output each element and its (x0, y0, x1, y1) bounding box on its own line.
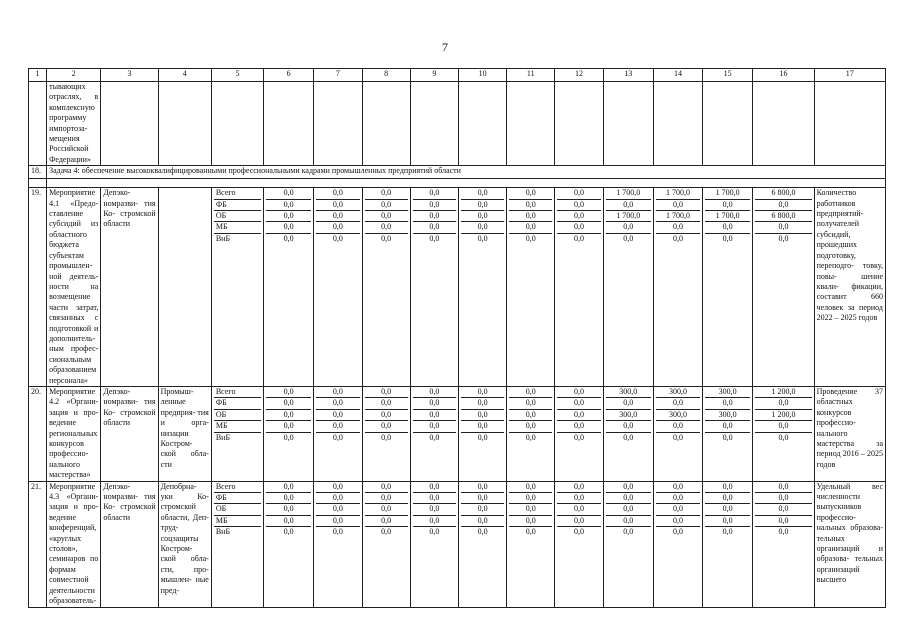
expected-result: Проведение 37 областных конкурсов профессио- нального мастерства за период 2016 – 2025 годов (814, 386, 885, 481)
value-cell: 0,0 (705, 421, 750, 432)
value-column (555, 481, 603, 607)
value-cell: 0,0 (381, 233, 392, 243)
value-cell: 0,0 (606, 493, 651, 504)
value-cell: 0,0 (461, 421, 504, 432)
value-cell: 0,0 (574, 432, 584, 442)
value-cell: 0,0 (365, 387, 408, 398)
value-cell: 0,0 (606, 504, 651, 515)
funding-sources (211, 386, 263, 481)
measure-row-row21 (29, 481, 886, 607)
value-cell: 0,0 (365, 421, 408, 432)
value-cell: 0,0 (606, 515, 651, 526)
value-cell: 0,0 (477, 432, 488, 442)
measure-row-row20 (29, 386, 886, 481)
value-cell: 0,0 (557, 409, 600, 420)
value-cell: 0,0 (461, 482, 504, 493)
row-number: 20. (29, 386, 47, 481)
value-cell: 0,0 (525, 233, 536, 243)
value-cell: 0,0 (365, 515, 408, 526)
value-column (458, 481, 506, 607)
funding-source: ОБ (214, 504, 261, 515)
value-cell: 0,0 (266, 199, 311, 210)
column-header-2: 2 (47, 69, 101, 82)
value-column (314, 481, 362, 607)
value-cell: 0,0 (461, 188, 504, 199)
funding-sources (211, 188, 263, 387)
value-cell: 0,0 (266, 409, 311, 420)
value-cell: 0,0 (623, 432, 634, 442)
value-cell: 0,0 (525, 432, 536, 442)
expected-result: Количество работников предприятий- получателей субсидий, прошедших подготовку, переподго- товку, повы- шение квали- фикации, составит 660 человек за период 2022 – 2025 годов (814, 188, 885, 387)
value-cell: 0,0 (316, 421, 359, 432)
funding-source: МБ (214, 421, 261, 432)
value-cell: 0,0 (557, 387, 600, 398)
value-cell: 0,0 (705, 515, 750, 526)
value-cell: 0,0 (477, 233, 488, 243)
value-cell: 0,0 (365, 199, 408, 210)
value-cell: 0,0 (429, 233, 440, 243)
value-cell: 0,0 (381, 527, 392, 537)
value-cell: 0,0 (606, 199, 651, 210)
row-number: 19. (29, 188, 47, 387)
value-cell: 0,0 (413, 493, 456, 504)
executor: Депэко- номразви- тия Ко- стромской области (101, 481, 158, 607)
value-cell: 0,0 (332, 527, 343, 537)
value-column (264, 188, 314, 387)
header-row (29, 69, 886, 82)
value-column (603, 481, 653, 607)
value-cell: 0,0 (606, 398, 651, 409)
value-column (703, 481, 753, 607)
value-cell: 0,0 (672, 527, 683, 537)
value-cell: 0,0 (413, 398, 456, 409)
column-header-16: 16 (753, 69, 814, 82)
column-header-14: 14 (653, 69, 702, 82)
value-cell: 0,0 (557, 421, 600, 432)
funding-source: ВнБ (215, 432, 231, 442)
value-cell: 0,0 (509, 482, 552, 493)
value-cell: 0,0 (509, 211, 552, 222)
value-column (458, 386, 506, 481)
value-cell: 0,0 (656, 493, 700, 504)
value-cell: 0,0 (461, 409, 504, 420)
value-cell: 6 800,0 (755, 188, 811, 199)
value-cell: 0,0 (778, 233, 789, 243)
task-title: Задача 4: обеспечение высококвалифицированными профессиональными кадрами промышленных предприятий области (47, 166, 886, 179)
value-cell: 0,0 (509, 398, 552, 409)
value-cell: 0,0 (672, 432, 683, 442)
value-column-total (753, 188, 814, 387)
funding-source: ФБ (214, 398, 261, 409)
funding-source: МБ (214, 515, 261, 526)
value-cell: 0,0 (365, 409, 408, 420)
value-cell: 0,0 (656, 222, 700, 233)
value-cell: 0,0 (509, 188, 552, 199)
column-header-11: 11 (507, 69, 555, 82)
value-cell: 0,0 (606, 482, 651, 493)
continuation-text: тывающих отраслях, в комплексную программу импортоза- мещения Российской Федерации» (47, 82, 101, 166)
value-cell: 0,0 (413, 188, 456, 199)
value-cell: 0,0 (574, 527, 584, 537)
value-cell: 0,0 (755, 199, 811, 210)
funding-source: ФБ (214, 199, 261, 210)
value-cell: 300,0 (606, 387, 651, 398)
value-cell: 0,0 (266, 387, 311, 398)
value-cell: 0,0 (509, 515, 552, 526)
value-cell: 0,0 (413, 421, 456, 432)
value-cell: 0,0 (266, 211, 311, 222)
value-cell: 0,0 (656, 515, 700, 526)
column-header-8: 8 (362, 69, 410, 82)
value-cell: 300,0 (656, 387, 700, 398)
value-cell: 0,0 (461, 515, 504, 526)
value-cell: 0,0 (266, 493, 311, 504)
value-cell: 1 700,0 (705, 211, 750, 222)
participant: Депобрна- уки Ко- стромской области, Деп- труд- соцзащиты Костром- ской обла- сти, про- мышлен- ные пред- (158, 481, 211, 607)
value-cell: 0,0 (413, 482, 456, 493)
column-header-13: 13 (603, 69, 653, 82)
task-row (29, 166, 886, 179)
value-cell: 0,0 (509, 421, 552, 432)
page-number: 7 (442, 40, 448, 54)
value-column (555, 188, 603, 387)
value-cell: 0,0 (266, 515, 311, 526)
value-cell: 0,0 (365, 398, 408, 409)
value-cell: 1 700,0 (656, 211, 700, 222)
expected-result: Удельный вес численности выпускников профессио- нальных образова- тельных организаций и образова- тельных организаций высшего (814, 481, 885, 607)
value-cell: 0,0 (656, 504, 700, 515)
column-header-6: 6 (264, 69, 314, 82)
value-cell: 0,0 (316, 387, 359, 398)
value-cell: 0,0 (557, 222, 600, 233)
value-cell: 0,0 (266, 222, 311, 233)
value-column (603, 386, 653, 481)
value-column (314, 188, 362, 387)
value-cell: 0,0 (365, 482, 408, 493)
value-column (507, 188, 555, 387)
funding-source: Всего (214, 387, 261, 398)
column-header-5: 5 (211, 69, 263, 82)
value-cell: 0,0 (266, 482, 311, 493)
value-column (264, 386, 314, 481)
value-column (703, 386, 753, 481)
value-cell: 300,0 (606, 409, 651, 420)
funding-sources (211, 481, 263, 607)
value-cell: 0,0 (623, 233, 634, 243)
value-cell: 0,0 (656, 482, 700, 493)
value-cell: 0,0 (316, 211, 359, 222)
value-cell: 0,0 (755, 493, 811, 504)
value-cell: 0,0 (656, 421, 700, 432)
value-cell: 0,0 (461, 398, 504, 409)
value-cell: 0,0 (316, 515, 359, 526)
value-cell: 0,0 (461, 199, 504, 210)
value-cell: 0,0 (429, 432, 440, 442)
value-column (410, 188, 458, 387)
column-header-10: 10 (458, 69, 506, 82)
value-cell: 0,0 (778, 527, 789, 537)
value-cell: 0,0 (705, 504, 750, 515)
value-cell: 0,0 (656, 398, 700, 409)
funding-source: Всего (214, 482, 261, 493)
value-cell: 0,0 (266, 504, 311, 515)
value-cell: 0,0 (722, 233, 733, 243)
value-cell: 0,0 (557, 493, 600, 504)
value-column (507, 386, 555, 481)
value-cell: 0,0 (283, 233, 294, 243)
column-header-7: 7 (314, 69, 362, 82)
value-cell: 0,0 (413, 504, 456, 515)
value-cell: 0,0 (623, 527, 634, 537)
value-cell: 0,0 (316, 409, 359, 420)
value-cell: 0,0 (365, 504, 408, 515)
value-column-total (753, 481, 814, 607)
column-header-3: 3 (101, 69, 158, 82)
value-column (314, 386, 362, 481)
value-cell: 0,0 (557, 211, 600, 222)
value-column (458, 188, 506, 387)
value-cell: 0,0 (365, 493, 408, 504)
measure-name: Мероприятие 4.3 «Органи- зация и про- ведение конференций, «круглых столов», семинаров по формам совместной деятельности образователь- (47, 481, 101, 607)
value-cell: 0,0 (722, 432, 733, 442)
column-header-4: 4 (158, 69, 211, 82)
value-column (507, 481, 555, 607)
value-cell: 0,0 (365, 211, 408, 222)
value-cell: 0,0 (461, 211, 504, 222)
participant (158, 188, 211, 387)
value-cell: 0,0 (461, 504, 504, 515)
value-cell: 0,0 (557, 188, 600, 199)
value-column (653, 481, 702, 607)
value-cell: 0,0 (557, 398, 600, 409)
value-cell: 1 200,0 (755, 409, 811, 420)
value-column (653, 386, 702, 481)
value-cell: 0,0 (557, 515, 600, 526)
measure-name: Мероприятие 4.2 «Органи- зация и про- ведение региональных конкурсов профессио- нального мастерства» (47, 386, 101, 481)
funding-source: ФБ (214, 493, 261, 504)
value-cell: 0,0 (509, 409, 552, 420)
value-column (264, 481, 314, 607)
value-cell: 0,0 (525, 527, 536, 537)
value-cell: 0,0 (316, 398, 359, 409)
column-header-1: 1 (29, 69, 47, 82)
value-cell: 0,0 (429, 527, 440, 537)
funding-source: ВнБ (215, 233, 231, 243)
value-cell: 0,0 (266, 398, 311, 409)
value-cell: 0,0 (461, 222, 504, 233)
value-cell: 0,0 (332, 432, 343, 442)
value-cell: 0,0 (413, 222, 456, 233)
value-cell: 0,0 (705, 222, 750, 233)
value-cell: 0,0 (316, 222, 359, 233)
value-cell: 0,0 (722, 527, 733, 537)
value-cell: 0,0 (557, 199, 600, 210)
value-column (410, 386, 458, 481)
value-cell: 0,0 (606, 421, 651, 432)
value-column (362, 188, 410, 387)
value-cell: 0,0 (509, 504, 552, 515)
value-column (410, 481, 458, 607)
value-column (555, 386, 603, 481)
value-cell: 0,0 (413, 409, 456, 420)
value-cell: 0,0 (705, 482, 750, 493)
value-cell: 0,0 (755, 398, 811, 409)
value-column (362, 386, 410, 481)
participant: Промыш- ленные предприя- тия и орга- низации Костром- ской обла- сти (158, 386, 211, 481)
value-cell: 0,0 (316, 188, 359, 199)
value-cell: 0,0 (755, 504, 811, 515)
value-cell: 0,0 (755, 515, 811, 526)
value-cell: 300,0 (656, 409, 700, 420)
value-cell: 0,0 (509, 387, 552, 398)
value-cell: 0,0 (316, 504, 359, 515)
value-cell: 0,0 (557, 482, 600, 493)
value-cell: 0,0 (461, 387, 504, 398)
measure-name: Мероприятие 4.1 «Предо- ставление субсидий из областного бюджета субъектам промышлен- ной деятель- ности на возмещение части затрат, связанных с подготовкой и дополнитель- ным профес- сиональным образованием персонала» (47, 188, 101, 387)
value-column (653, 188, 702, 387)
column-header-9: 9 (410, 69, 458, 82)
value-cell: 0,0 (509, 199, 552, 210)
value-cell: 0,0 (365, 222, 408, 233)
value-cell: 0,0 (365, 188, 408, 199)
value-cell: 0,0 (283, 527, 294, 537)
value-cell: 0,0 (316, 199, 359, 210)
value-cell: 0,0 (705, 398, 750, 409)
value-cell: 0,0 (413, 515, 456, 526)
executor: Депэко- номразви- тия Ко- стромской области (101, 386, 158, 481)
value-cell: 0,0 (755, 222, 811, 233)
value-column (362, 481, 410, 607)
value-cell: 0,0 (381, 432, 392, 442)
value-cell: 0,0 (672, 233, 683, 243)
value-cell: 300,0 (705, 387, 750, 398)
value-column-total (753, 386, 814, 481)
value-cell: 1 700,0 (606, 188, 651, 199)
value-cell: 0,0 (574, 233, 584, 243)
value-cell: 0,0 (509, 493, 552, 504)
value-cell: 0,0 (413, 211, 456, 222)
continuation-row (29, 82, 886, 166)
value-cell: 1 200,0 (755, 387, 811, 398)
program-table (28, 68, 886, 608)
value-cell: 0,0 (413, 199, 456, 210)
value-cell: 1 700,0 (705, 188, 750, 199)
value-cell: 0,0 (413, 387, 456, 398)
column-header-15: 15 (703, 69, 753, 82)
value-cell: 0,0 (778, 432, 789, 442)
column-header-12: 12 (555, 69, 603, 82)
value-cell: 0,0 (266, 421, 311, 432)
value-cell: 1 700,0 (606, 211, 651, 222)
value-column (603, 188, 653, 387)
funding-source: МБ (214, 222, 261, 233)
value-cell: 0,0 (656, 199, 700, 210)
funding-source: ВнБ (215, 527, 231, 537)
value-cell: 0,0 (705, 199, 750, 210)
value-cell: 0,0 (606, 222, 651, 233)
value-cell: 300,0 (705, 409, 750, 420)
value-cell: 0,0 (477, 527, 488, 537)
value-cell: 0,0 (266, 188, 311, 199)
value-cell: 6 800,0 (755, 211, 811, 222)
value-cell: 0,0 (705, 493, 750, 504)
value-cell: 1 700,0 (656, 188, 700, 199)
measure-row-row19 (29, 188, 886, 387)
value-cell: 0,0 (755, 421, 811, 432)
column-header-17: 17 (814, 69, 885, 82)
row-number: 21. (29, 481, 47, 607)
value-cell: 0,0 (755, 482, 811, 493)
value-column (703, 188, 753, 387)
funding-source: Всего (214, 188, 261, 199)
value-cell: 0,0 (557, 504, 600, 515)
value-cell: 0,0 (509, 222, 552, 233)
funding-source: ОБ (214, 211, 261, 222)
funding-source: ОБ (214, 409, 261, 420)
value-cell: 0,0 (283, 432, 294, 442)
task-number: 18. (29, 166, 47, 179)
value-cell: 0,0 (461, 493, 504, 504)
executor: Депэко- номразви- тия Ко- стромской области (101, 188, 158, 387)
value-cell: 0,0 (316, 493, 359, 504)
spacer-row (29, 179, 886, 188)
value-cell: 0,0 (332, 233, 343, 243)
value-cell: 0,0 (316, 482, 359, 493)
